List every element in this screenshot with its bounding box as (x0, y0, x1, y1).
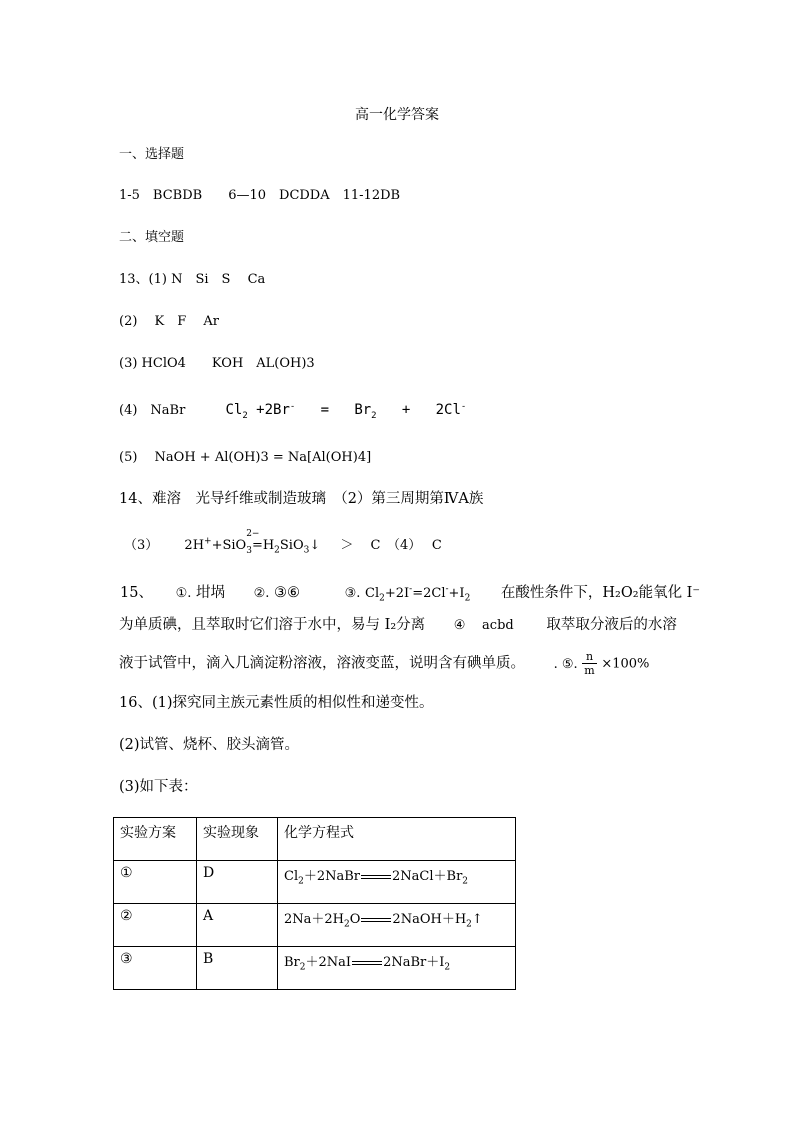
table-cell-equation: $Br_2+2NaI$ $2NaBr+I_2$ (278, 947, 516, 990)
q13-line3: (3) HClO4 KOH AL(OH)3 (119, 356, 315, 371)
q13-line5: (5) NaOH + Al(OH)3 = Na[Al(OH)4] (119, 450, 372, 465)
q15-answer4: acbd (482, 618, 514, 633)
table-row (114, 947, 516, 990)
table-cell-phenomenon: B (197, 947, 278, 990)
table-cell-phenomenon: A (197, 904, 278, 947)
q15-fraction (582, 650, 596, 677)
q16-line3: (3)如下表： (119, 779, 198, 795)
circle-1-icon: ①. (175, 586, 192, 601)
q15-label: 15、 (120, 585, 153, 601)
table-cell-plan: ① (114, 861, 197, 904)
q15-line3 (119, 650, 649, 677)
q15-answer3-tail: 在酸性条件下，H₂O₂能氧化 I⁻ (500, 585, 701, 601)
q13-line4 (119, 401, 466, 420)
q13-line1: 13、(1) N Si S Ca (119, 272, 266, 287)
q15-fraction-numerator: n (582, 650, 596, 664)
q14-line1: 14、难溶 光导纤维或制造玻璃 （2）第三周期第ⅣA族 (119, 491, 484, 507)
table-header-row (114, 818, 516, 861)
q15-line2 (119, 616, 677, 635)
q15-line1 (120, 584, 700, 603)
table-cell-equation: $2Na+2H_2O$ $2NaOH+H_2↑$ (278, 904, 516, 947)
circle-3-icon: ③. (344, 586, 361, 601)
q14-equation: 2H++SiO $_{2- 3}=H_2SiO_3↓$ (184, 528, 321, 556)
table-header-phenomenon: 实验现象 (197, 818, 278, 861)
section-heading-choice: 一、选择题 (119, 147, 185, 162)
q13-equation: $Cl_2 +2Br^- = Br_2 + 2Cl^-$ (225, 401, 467, 421)
page-title: 高一化学答案 (355, 107, 439, 123)
q14-line2-rest: ＞ C （4） C (340, 538, 442, 553)
q13-line4-label: (4) NaBr (119, 403, 186, 418)
q15-answer2: ③⑥ (273, 585, 300, 601)
table-cell-plan: ② (114, 904, 197, 947)
q15-answer5-tail: ×100% (601, 656, 650, 672)
choice-answers: 1-5 BCBDB 6—10 DCDDA 11-12DB (119, 188, 401, 203)
q15-equation: $Cl_2+2I^-=2Cl^-+I_2$ (365, 584, 471, 604)
q14-line2-label: （3） (124, 538, 159, 553)
table-header-plan: 实验方案 (114, 818, 197, 861)
experiment-table (113, 817, 516, 990)
q14-line2 (124, 528, 442, 556)
table-cell-plan: ③ (114, 947, 197, 990)
circle-2-icon: ②. (253, 586, 270, 601)
table-row (114, 861, 516, 904)
circle-5-icon: . ⑤. (553, 656, 578, 672)
q16-line2: (2)试管、烧杯、胶头滴管。 (119, 737, 300, 753)
q15-line2-text: 为单质碘，且萃取时它们溶于水中，易与 I₂分离 (119, 617, 426, 633)
circle-4-icon: ④ (453, 618, 466, 633)
q15-fraction-denominator: m (584, 664, 595, 677)
section-heading-fill: 二、填空题 (119, 230, 185, 245)
q15-answer4-tail: 取萃取分液后的水溶 (546, 617, 677, 633)
q15-answer1: 坩埚 (195, 585, 225, 601)
table-header-equation: 化学方程式 (278, 818, 516, 861)
table-cell-phenomenon: D (197, 861, 278, 904)
q15-line3-text: 液于试管中，滴入几滴淀粉溶液，溶液变蓝，说明含有碘单质。 (119, 655, 525, 672)
q16-line1: 16、(1)探究同主族元素性质的相似性和递变性。 (119, 695, 434, 711)
table-row (114, 904, 516, 947)
q13-line2: (2) K F Ar (119, 314, 220, 329)
table-cell-equation: $Cl_2+2NaBr$ $2NaCl+Br_2$ (278, 861, 516, 904)
